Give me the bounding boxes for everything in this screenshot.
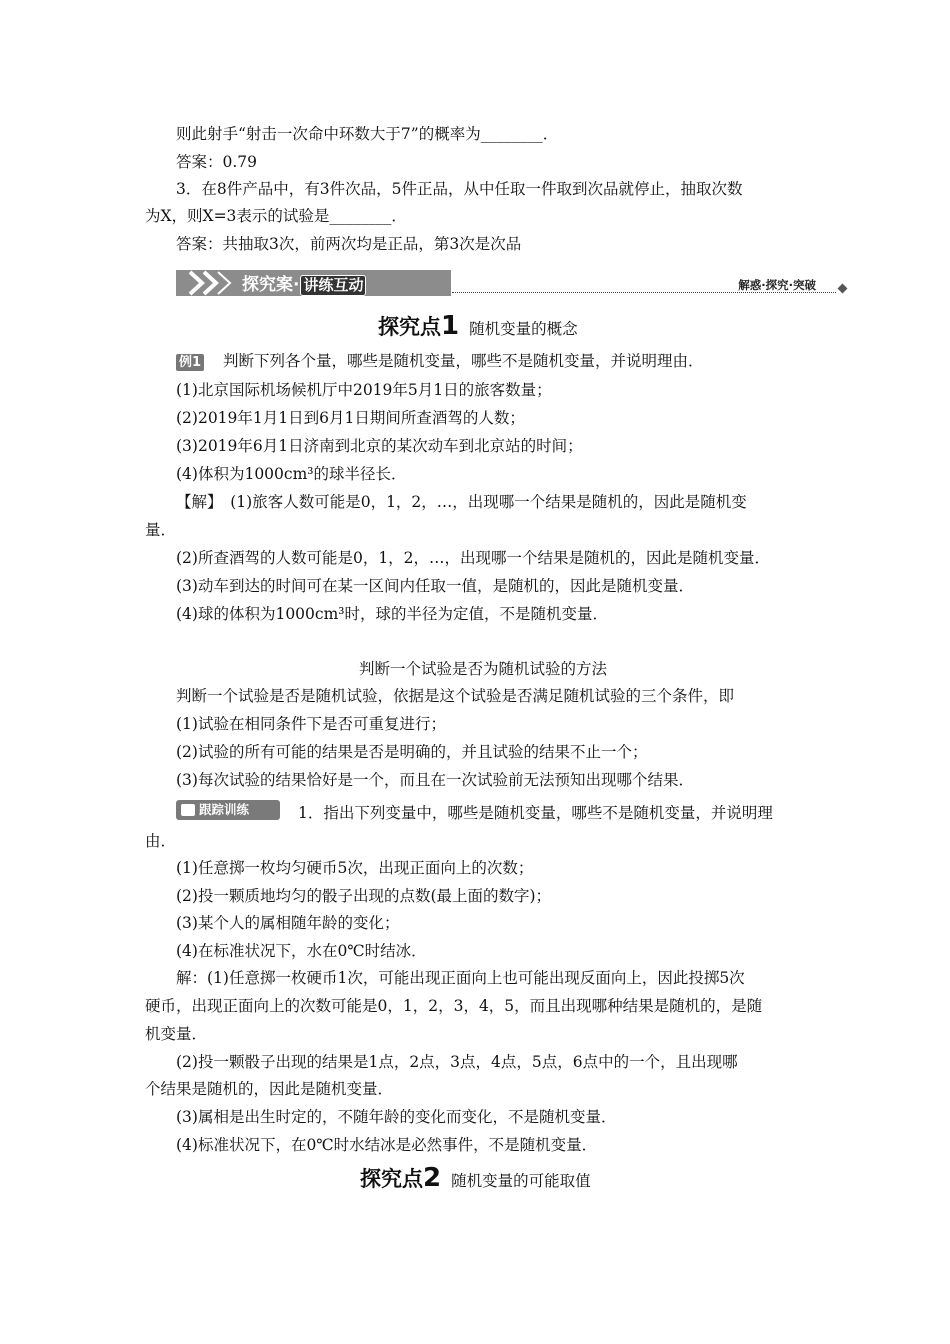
answer-line: (4)标准状况下，在0℃时水结冰是必然事件，不是随机变量．	[176, 1136, 598, 1154]
answer-line: 机变量．	[145, 1025, 208, 1043]
q2-tail: 则此射手“射击一次命中环数大于7”的概率为________．	[176, 125, 559, 143]
section2-heading	[360, 1163, 591, 1193]
solution-item: (2)所查酒驾的人数可能是0，1，2，…，出现哪一个结果是随机的，因此是随机变量．	[176, 549, 771, 567]
example-item: (1)北京国际机场候机厅中2019年5月1日的旅客数量；	[176, 381, 552, 399]
diamond-icon	[838, 284, 848, 294]
answer-line: 个结果是随机的，因此是随机变量．	[145, 1080, 394, 1098]
track-item: (4)在标准状况下，水在0℃时结冰．	[176, 942, 427, 960]
answer-line: (3)属相是出生时定的，不随年龄的变化而变化，不是随机变量．	[176, 1108, 617, 1126]
chevron-arrows-icon	[182, 270, 242, 296]
example-badge: 例1	[176, 354, 204, 371]
track-line1: 1．指出下列变量中，哪些是随机变量，哪些不是随机变量，并说明理	[298, 804, 773, 822]
method-item: (1)试验在相同条件下是否可重复进行；	[176, 715, 446, 733]
solution-line2: 量．	[145, 521, 177, 539]
example-item: (2)2019年1月1日到6月1日期间所查酒驾的人数；	[176, 409, 525, 427]
solution-line1: 【解】 (1)旅客人数可能是0，1，2，…，出现哪一个结果是随机的，因此是随机变	[176, 493, 747, 511]
track-item: (1)任意掷一枚均匀硬币5次，出现正面向上的次数；	[176, 859, 534, 877]
track-item: (2)投一颗质地均匀的骰子出现的点数(最上面的数字)；	[176, 887, 552, 905]
banner-bar	[176, 270, 451, 296]
section1-heading	[378, 311, 578, 341]
q3-line1: 3．在8件产品中，有3件次品，5件正品，从中任取一件取到次品就停止，抽取次数	[176, 180, 743, 198]
section1-title: 探究点	[378, 315, 441, 339]
track-item: (3)某个人的属相随年龄的变化；	[176, 914, 400, 932]
example-item: (4)体积为1000cm³的球半径长．	[176, 465, 407, 483]
section2-subtitle: 随机变量的可能取值	[451, 1172, 591, 1190]
solution-item: (3)动车到达的时间可在某一区间内任取一值，是随机的，因此是随机变量．	[176, 577, 694, 595]
section1-subtitle: 随机变量的概念	[469, 320, 578, 338]
method-intro: 判断一个试验是否是随机试验，依据是这个试验是否满足随机试验的三个条件，即	[176, 687, 735, 705]
track-practice-badge	[176, 800, 280, 820]
banner-right-text: 解惑·探究·突破	[738, 278, 816, 292]
track-label: 跟踪训练	[199, 802, 250, 817]
notebook-icon	[181, 804, 195, 816]
method-item: (2)试验的所有可能的结果是否是明确的，并且试验的结果不止一个；	[176, 743, 648, 761]
section2-number: 2	[423, 1163, 442, 1193]
answer-line: (2)投一颗骰子出现的结果是1点，2点，3点，4点，5点，6点中的一个，且出现哪	[176, 1053, 738, 1071]
q2-answer: 答案：0.79	[176, 153, 258, 171]
banner-label: 探究案·	[242, 275, 300, 295]
q3-line2: 为X，则X=3表示的试验是________．	[145, 207, 407, 225]
banner-pill: 讲练互动	[300, 275, 366, 296]
section-banner	[176, 268, 846, 300]
answer-line: 解：(1)任意掷一枚硬币1次，可能出现正面向上也可能出现反面向上，因此投掷5次	[176, 969, 745, 987]
example-text: 判断下列各个量，哪些是随机变量，哪些不是随机变量，并说明理由．	[222, 352, 704, 370]
example1	[176, 351, 704, 371]
solution-item: (4)球的体积为1000cm³时，球的半径为定值，不是随机变量．	[176, 605, 608, 623]
method-title: 判断一个试验是否为随机试验的方法	[359, 660, 608, 678]
method-item: (3)每次试验的结果恰好是一个，而且在一次试验前无法预知出现哪个结果．	[176, 771, 694, 789]
q3-answer: 答案：共抽取3次，前两次均是正品，第3次是次品	[176, 235, 522, 253]
track-line2: 由．	[145, 832, 177, 850]
section2-title: 探究点	[360, 1167, 423, 1191]
answer-line: 硬币，出现正面向上的次数可能是0，1，2，3，4，5，而且出现哪种结果是随机的，是随	[145, 997, 763, 1015]
section1-number: 1	[441, 311, 460, 341]
example-item: (3)2019年6月1日济南到北京的某次动车到北京站的时间；	[176, 437, 583, 455]
